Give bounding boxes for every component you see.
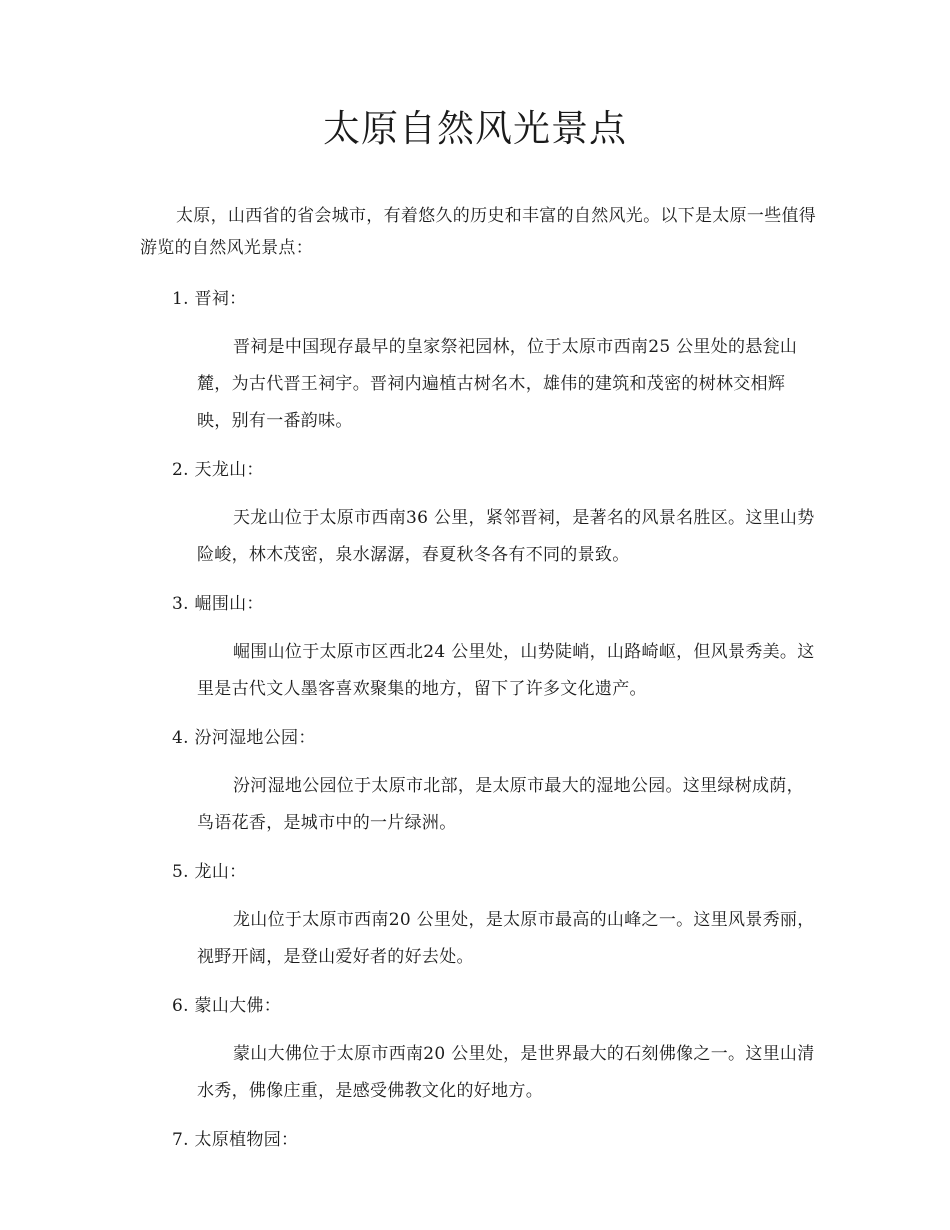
attraction-description: 崛围山位于太原市区西北24 公里处，山势陡峭，山路崎岖，但风景秀美。这里是古代文人墨客喜欢聚集的地方，留下了许多文化遗产。 — [197, 642, 815, 699]
attraction-heading: 1. 晋祠： — [172, 289, 247, 309]
attraction-heading: 4. 汾河湿地公园： — [172, 728, 316, 748]
document-title: 太原自然风光景点 — [323, 107, 627, 150]
attraction-list — [172, 283, 822, 1170]
list-item — [172, 283, 822, 440]
attraction-description: 晋祠是中国现存最早的皇家祭祀园林，位于太原市西南25 公里处的悬瓮山麓，为古代晋王祠宇。晋祠内遍植古树名木，雄伟的建筑和茂密的树林交相辉映，别有一番韵味。 — [197, 337, 798, 431]
list-item — [172, 588, 822, 708]
list-item — [172, 722, 822, 842]
attraction-heading: 3. 崛围山： — [172, 594, 264, 614]
attraction-description: 汾河湿地公园位于太原市北部，是太原市最大的湿地公园。这里绿树成荫，鸟语花香，是城市中的一片绿洲。 — [197, 776, 804, 833]
attraction-heading: 2. 天龙山： — [172, 460, 264, 480]
attraction-heading: 5. 龙山： — [172, 862, 247, 882]
attraction-description: 天龙山位于太原市西南36 公里，紧邻晋祠，是著名的风景名胜区。这里山势险峻，林木茂密，泉水潺潺，春夏秋冬各有不同的景致。 — [197, 508, 815, 565]
list-item — [172, 856, 822, 976]
list-item — [172, 990, 822, 1110]
list-item — [172, 454, 822, 574]
attraction-description: 龙山位于太原市西南20 公里处，是太原市最高的山峰之一。这里风景秀丽，视野开阔，是登山爱好者的好去处。 — [197, 910, 815, 967]
attraction-heading: 7. 太原植物园： — [172, 1130, 299, 1150]
intro-paragraph: 太原，山西省的省会城市，有着悠久的历史和丰富的自然风光。以下是太原一些值得游览的自然风光景点： — [140, 206, 817, 258]
list-item — [172, 1124, 822, 1156]
attraction-heading: 6. 蒙山大佛： — [172, 996, 282, 1016]
attraction-description: 蒙山大佛位于太原市西南20 公里处，是世界最大的石刻佛像之一。这里山清水秀，佛像庄重，是感受佛教文化的好地方。 — [197, 1044, 815, 1101]
